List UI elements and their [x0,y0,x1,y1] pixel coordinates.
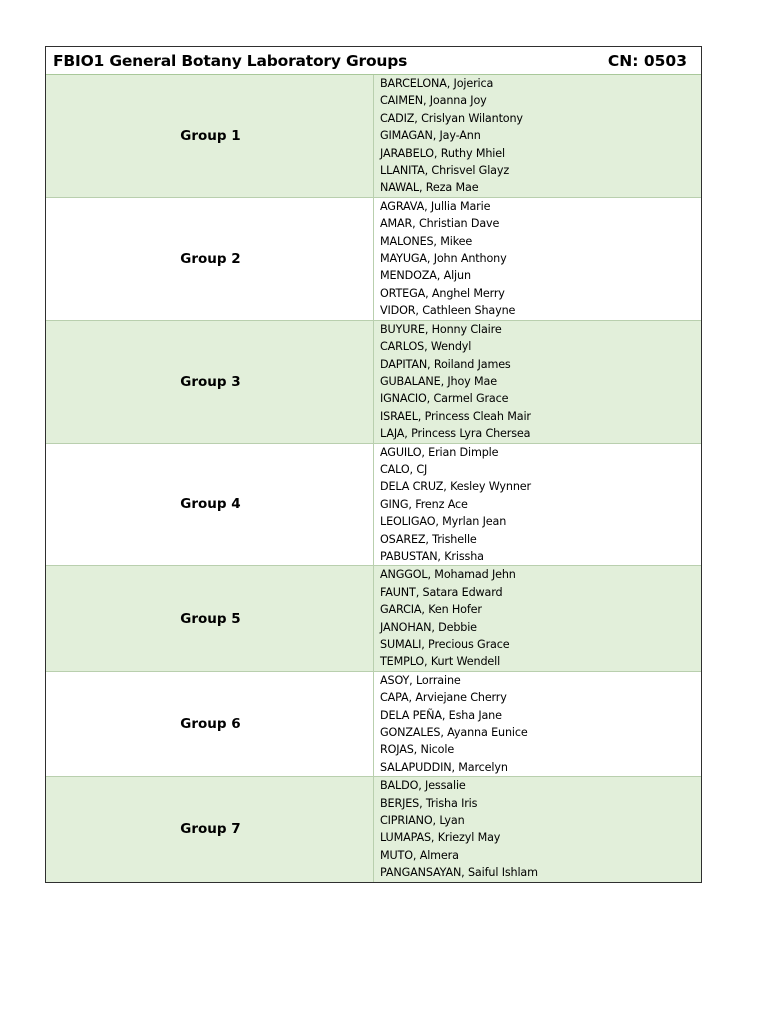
group-label: Group 3 [46,321,374,443]
member-list [374,198,701,320]
member-name: LEOLIGAO, Myrlan Jean [380,515,507,529]
group-row [46,444,701,567]
member-list [374,672,701,776]
member-name: CADIZ, Crislyan Wilantony [380,111,523,125]
member-name: MENDOZA, Aljun [380,269,471,283]
member-name: LLANITA, Chrisvel Glayz [380,164,510,178]
member-name: NAWAL, Reza Mae [380,181,479,195]
member-name: VIDOR, Cathleen Shayne [380,304,516,318]
member-name: AGUILO, Erian Dimple [380,445,499,459]
member-name: CARLOS, Wendyl [380,340,472,354]
group-table [45,46,702,883]
table-header [46,47,701,75]
member-name: IGNACIO, Carmel Grace [380,392,509,406]
group-label: Group 5 [46,566,374,670]
member-name: PABUSTAN, Krissha [380,549,484,563]
member-name: CIPRIANO, Lyan [380,814,465,828]
member-name: ROJAS, Nicole [380,743,455,757]
member-name: CAIMEN, Joanna Joy [380,94,487,108]
groups-body [46,75,701,882]
member-name: AGRAVA, Jullia Marie [380,199,491,213]
member-name: JANOHAN, Debbie [380,620,477,634]
member-name: LUMAPAS, Kriezyl May [380,831,501,845]
member-name: GONZALES, Ayanna Eunice [380,726,528,740]
member-list [374,75,701,197]
group-row [46,566,701,671]
member-name: GARCIA, Ken Hofer [380,603,482,617]
group-label: Group 7 [46,777,374,881]
member-name: GIMAGAN, Jay-Ann [380,129,481,143]
group-row [46,198,701,321]
member-name: DELA PEÑA, Esha Jane [380,708,502,722]
member-name: BUYURE, Honny Claire [380,322,502,336]
group-row [46,321,701,444]
member-name: LAJA, Princess Lyra Chersea [380,427,531,441]
member-list [374,777,701,881]
member-name: OSAREZ, Trishelle [380,532,477,546]
member-name: JARABELO, Ruthy Mhiel [380,146,505,160]
member-name: ASOY, Lorraine [380,673,461,687]
member-name: PANGANSAYAN, Saiful Ishlam [380,866,538,880]
member-name: MUTO, Almera [380,848,459,862]
member-list [374,321,701,443]
member-list [374,566,701,670]
member-name: SALAPUDDIN, Marcelyn [380,760,508,774]
member-name: GUBALANE, Jhoy Mae [380,374,497,388]
member-name: ANGGOL, Mohamad Jehn [380,568,516,582]
group-label: Group 2 [46,198,374,320]
member-name: DELA CRUZ, Kesley Wynner [380,480,531,494]
member-name: CALO, CJ [380,462,428,476]
member-name: SUMALI, Precious Grace [380,638,510,651]
group-label: Group 4 [46,444,374,566]
member-name: BARCELONA, Jojerica [380,77,494,90]
member-name: DAPITAN, Roiland James [380,357,511,371]
member-name: MALONES, Mikee [380,234,473,248]
group-label: Group 1 [46,75,374,197]
member-name: BALDO, Jessalie [380,779,466,793]
member-name: AMAR, Christian Dave [380,217,500,231]
page-title: FBIO1 General Botany Laboratory Groups [53,51,408,70]
member-name: ISRAEL, Princess Cleah Mair [380,409,531,423]
member-name: GING, Frenz Ace [380,497,468,511]
member-name: FAUNT, Satara Edward [380,585,503,599]
class-number: CN: 0503 [607,51,687,70]
group-row [46,75,701,198]
group-row [46,672,701,777]
group-row [46,777,701,881]
member-name: BERJES, Trisha Iris [380,796,478,810]
member-name: TEMPLO, Kurt Wendell [380,655,501,669]
member-name: MAYUGA, John Anthony [380,252,507,266]
member-list [374,444,701,566]
member-name: CAPA, Arviejane Cherry [380,691,507,705]
group-label: Group 6 [46,672,374,776]
member-name: ORTEGA, Anghel Merry [380,286,505,300]
